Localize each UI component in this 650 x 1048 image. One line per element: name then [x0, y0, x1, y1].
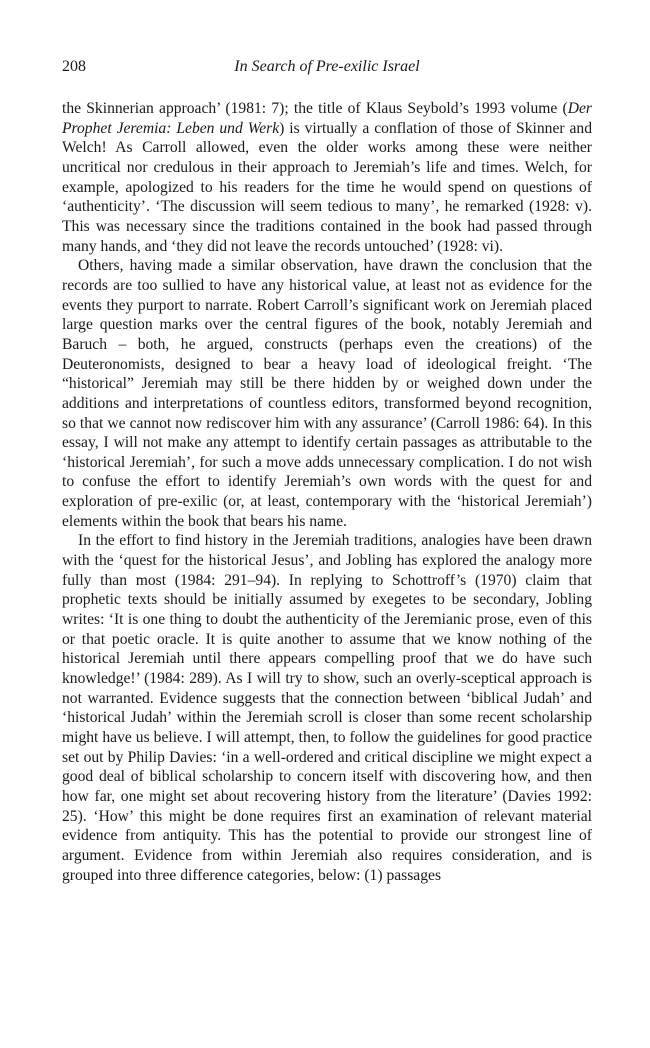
paragraph-2: Others, having made a similar observation, have drawn the conclusion that the records are too sullied to have any historical value, at least not as evidence for the events they purport to narrate. Robert Carroll’s significant work on Jeremiah placed large question marks over the central figures of the book, notably Jeremiah and Baruch – both, he argued, constructs (perhaps even the creations) of the Deuteronomists, designed to bear a heavy load of ideological freight. ‘The “historical” Jeremiah may still be there hidden by or weighed down under the additions and interpretations of countless editors, transformed beyond recognition, so that we cannot now rediscover him with any assurance’ (Carroll 1986: 64). In this essay, I will not make any attempt to identify certain passages as attributable to the ‘historical Jeremiah’, for such a move adds unnecessary complication. I do not wish to confuse the effort to identify Jeremiah’s own words with the quest for and exploration of pre-exilic (or, at least, contemporary with the ‘historical Jeremiah’) elements within the book that bears his name.	[62, 257, 592, 530]
paragraph-1	[62, 99, 592, 256]
book-title-italic: Der Prophet Jeremia: Leben und Werk	[62, 100, 592, 137]
running-head: In Search of Pre-exilic Israel	[234, 58, 420, 75]
page-number: 208	[62, 58, 86, 75]
paragraph-1-text-a: the Skinnerian approach’ (1981: 7); the title of Klaus Seybold’s 1993 volume (	[62, 100, 568, 117]
paragraph-3: In the effort to find history in the Jeremiah traditions, analogies have been drawn with the ‘quest for the historical Jesus’, and Jobling has explored the analogy more fully than most (1984: 291–94). In replying to Schottroff’s (1970) claim that prophetic texts should be initially assumed by exegetes to be secondary, Jobling writes: ‘It is one thing to doubt the authenticity of the Jeremianic prose, even of this or that poetic oracle. It is quite another to assume that we know nothing of the historical Jeremiah until there appears compelling proof that we do have such knowledge!’ (1984: 289). As I will try to show, such an overly-sceptical approach is not warranted. Evidence suggests that the connection between ‘biblical Judah’ and ‘historical Judah’ within the Jeremiah scroll is closer than some recent scholarship might have us believe. I will attempt, then, to follow the guidelines for good practice set out by Philip Davies: ‘in a well-ordered and critical discipline we might expect a good deal of biblical scholarship to concern itself with discovering how, and then how far, one might set about recovering history from the literature’ (Davies 1992: 25). ‘How’ this might be done requires first an examination of relevant material evidence from antiquity. This has the potential to provide our strongest line of argument. Evidence from within Jeremiah also requires consideration, and is grouped into three difference categories, below: (1) passages	[62, 532, 592, 884]
body-text	[62, 99, 592, 885]
paragraph-1-text-b: ) is virtually a conflation of those of Skinner and Welch! As Carroll allowed, even the older works among these were neither uncritical nor credulous in their approach to Jeremiah’s life and times. Welch, for example, apologized to his readers for the time he would spend on questions of ‘authenticity’. ‘The discussion will seem tedious to many’, he remarked (1928: v). This was necessary since the traditions contained in the book had passed through many hands, and ‘they did not leave the records untouched’ (1928: vi).	[62, 119, 592, 255]
page-header	[62, 58, 592, 80]
